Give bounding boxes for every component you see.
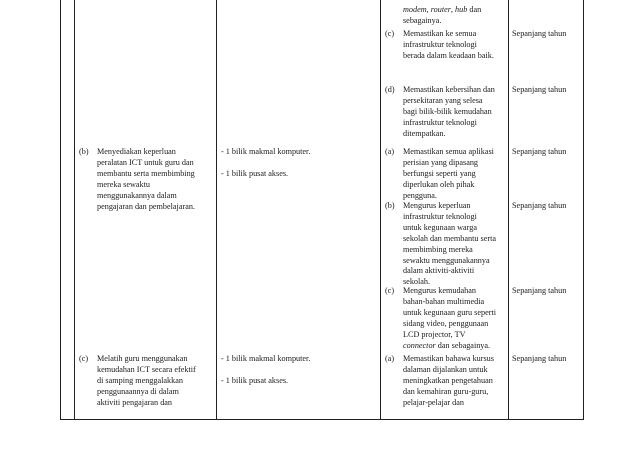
strategy-item-b: (b) Menyediakan keperluan peralatan ICT untuk guru dan membantu serta membimbing mereka sewaktu menggunakannya dalam pengajaran dan pembelajaran. [79, 147, 195, 211]
resources-c-1: - 1 bilik makmal komputer. [221, 354, 311, 363]
item-marker: (d) [385, 85, 395, 94]
activity-continuation [403, 5, 481, 27]
activity-item-d: (d) Memastikan kebersihan dan persekitaran yang selesa bagi bilik-bilik kemudahan infrastruktur teknologi ditempatkan. [385, 85, 495, 138]
item-marker: (c) [385, 29, 395, 38]
activity-continuation-line-1: modem, router, hub dan [403, 5, 482, 14]
item-marker: (b) [79, 147, 89, 156]
item-marker: (b) [385, 201, 395, 210]
table-border-bottom [60, 419, 584, 420]
activity-item-a: (a) Memastikan semua aplikasi perisian yang dipasang berfungsi seperti yang diperlukan oleh pihak pengguna. [385, 147, 494, 200]
table-col-divider-4 [508, 0, 509, 420]
item-marker: (c) [79, 354, 89, 363]
resources-b-2: - 1 bilik pusat akses. [221, 169, 289, 178]
item-marker: (a) [385, 147, 395, 156]
item-marker: (a) [385, 354, 395, 363]
time-text: Sepanjang tahun [512, 85, 567, 94]
time-text: Sepanjang tahun [512, 201, 567, 210]
activity-item-c: (c) Mengurus kemudahan bahan-bahan multimedia untuk kegunaan guru seperti sidang video, penggunaan LCD projector, TV connector dan sebagainya. [385, 286, 496, 350]
table-border-left [60, 0, 61, 420]
time-text: Sepanjang tahun [512, 147, 567, 156]
activity-continuation-line-2: sebagainya. [403, 15, 442, 25]
table-col-divider-2 [216, 0, 217, 420]
strategy-item-c: (c) Melatih guru menggunakan kemudahan ICT secara efektif di samping menggalakkan penggunaannya di dalam aktiviti pengajaran dan [79, 354, 196, 407]
time-text: Sepanjang tahun [512, 286, 567, 295]
time-text: Sepanjang tahun [512, 29, 567, 38]
resources-b-1: - 1 bilik makmal komputer. [221, 147, 311, 156]
activity-item-c-last-line: connector dan sebagainya. [403, 340, 491, 350]
table-border-right [583, 0, 584, 420]
table-col-divider-3 [380, 0, 381, 420]
resources-c-2: - 1 bilik pusat akses. [221, 376, 289, 385]
item-marker: (c) [385, 286, 395, 295]
activity-item-a: (a) Memastikan bahawa kursus dalaman dijalankan untuk meningkatkan pengetahuan dan kemahiran guru-guru, pelajar-pelajar dan [385, 354, 494, 407]
activity-item-c: (c) Memastikan ke semua infrastruktur teknologi berada dalam keadaan baik. [385, 29, 494, 60]
time-text: Sepanjang tahun [512, 354, 567, 363]
activity-item-b: (b) Mengurus keperluan infrastruktur teknologi untuk kegunaan warga sekolah dan membantu serta membimbing mereka sewaktu menggunakannya dalam aktiviti-aktiviti sekolah. [385, 201, 496, 287]
table-col-divider-1 [74, 0, 75, 420]
